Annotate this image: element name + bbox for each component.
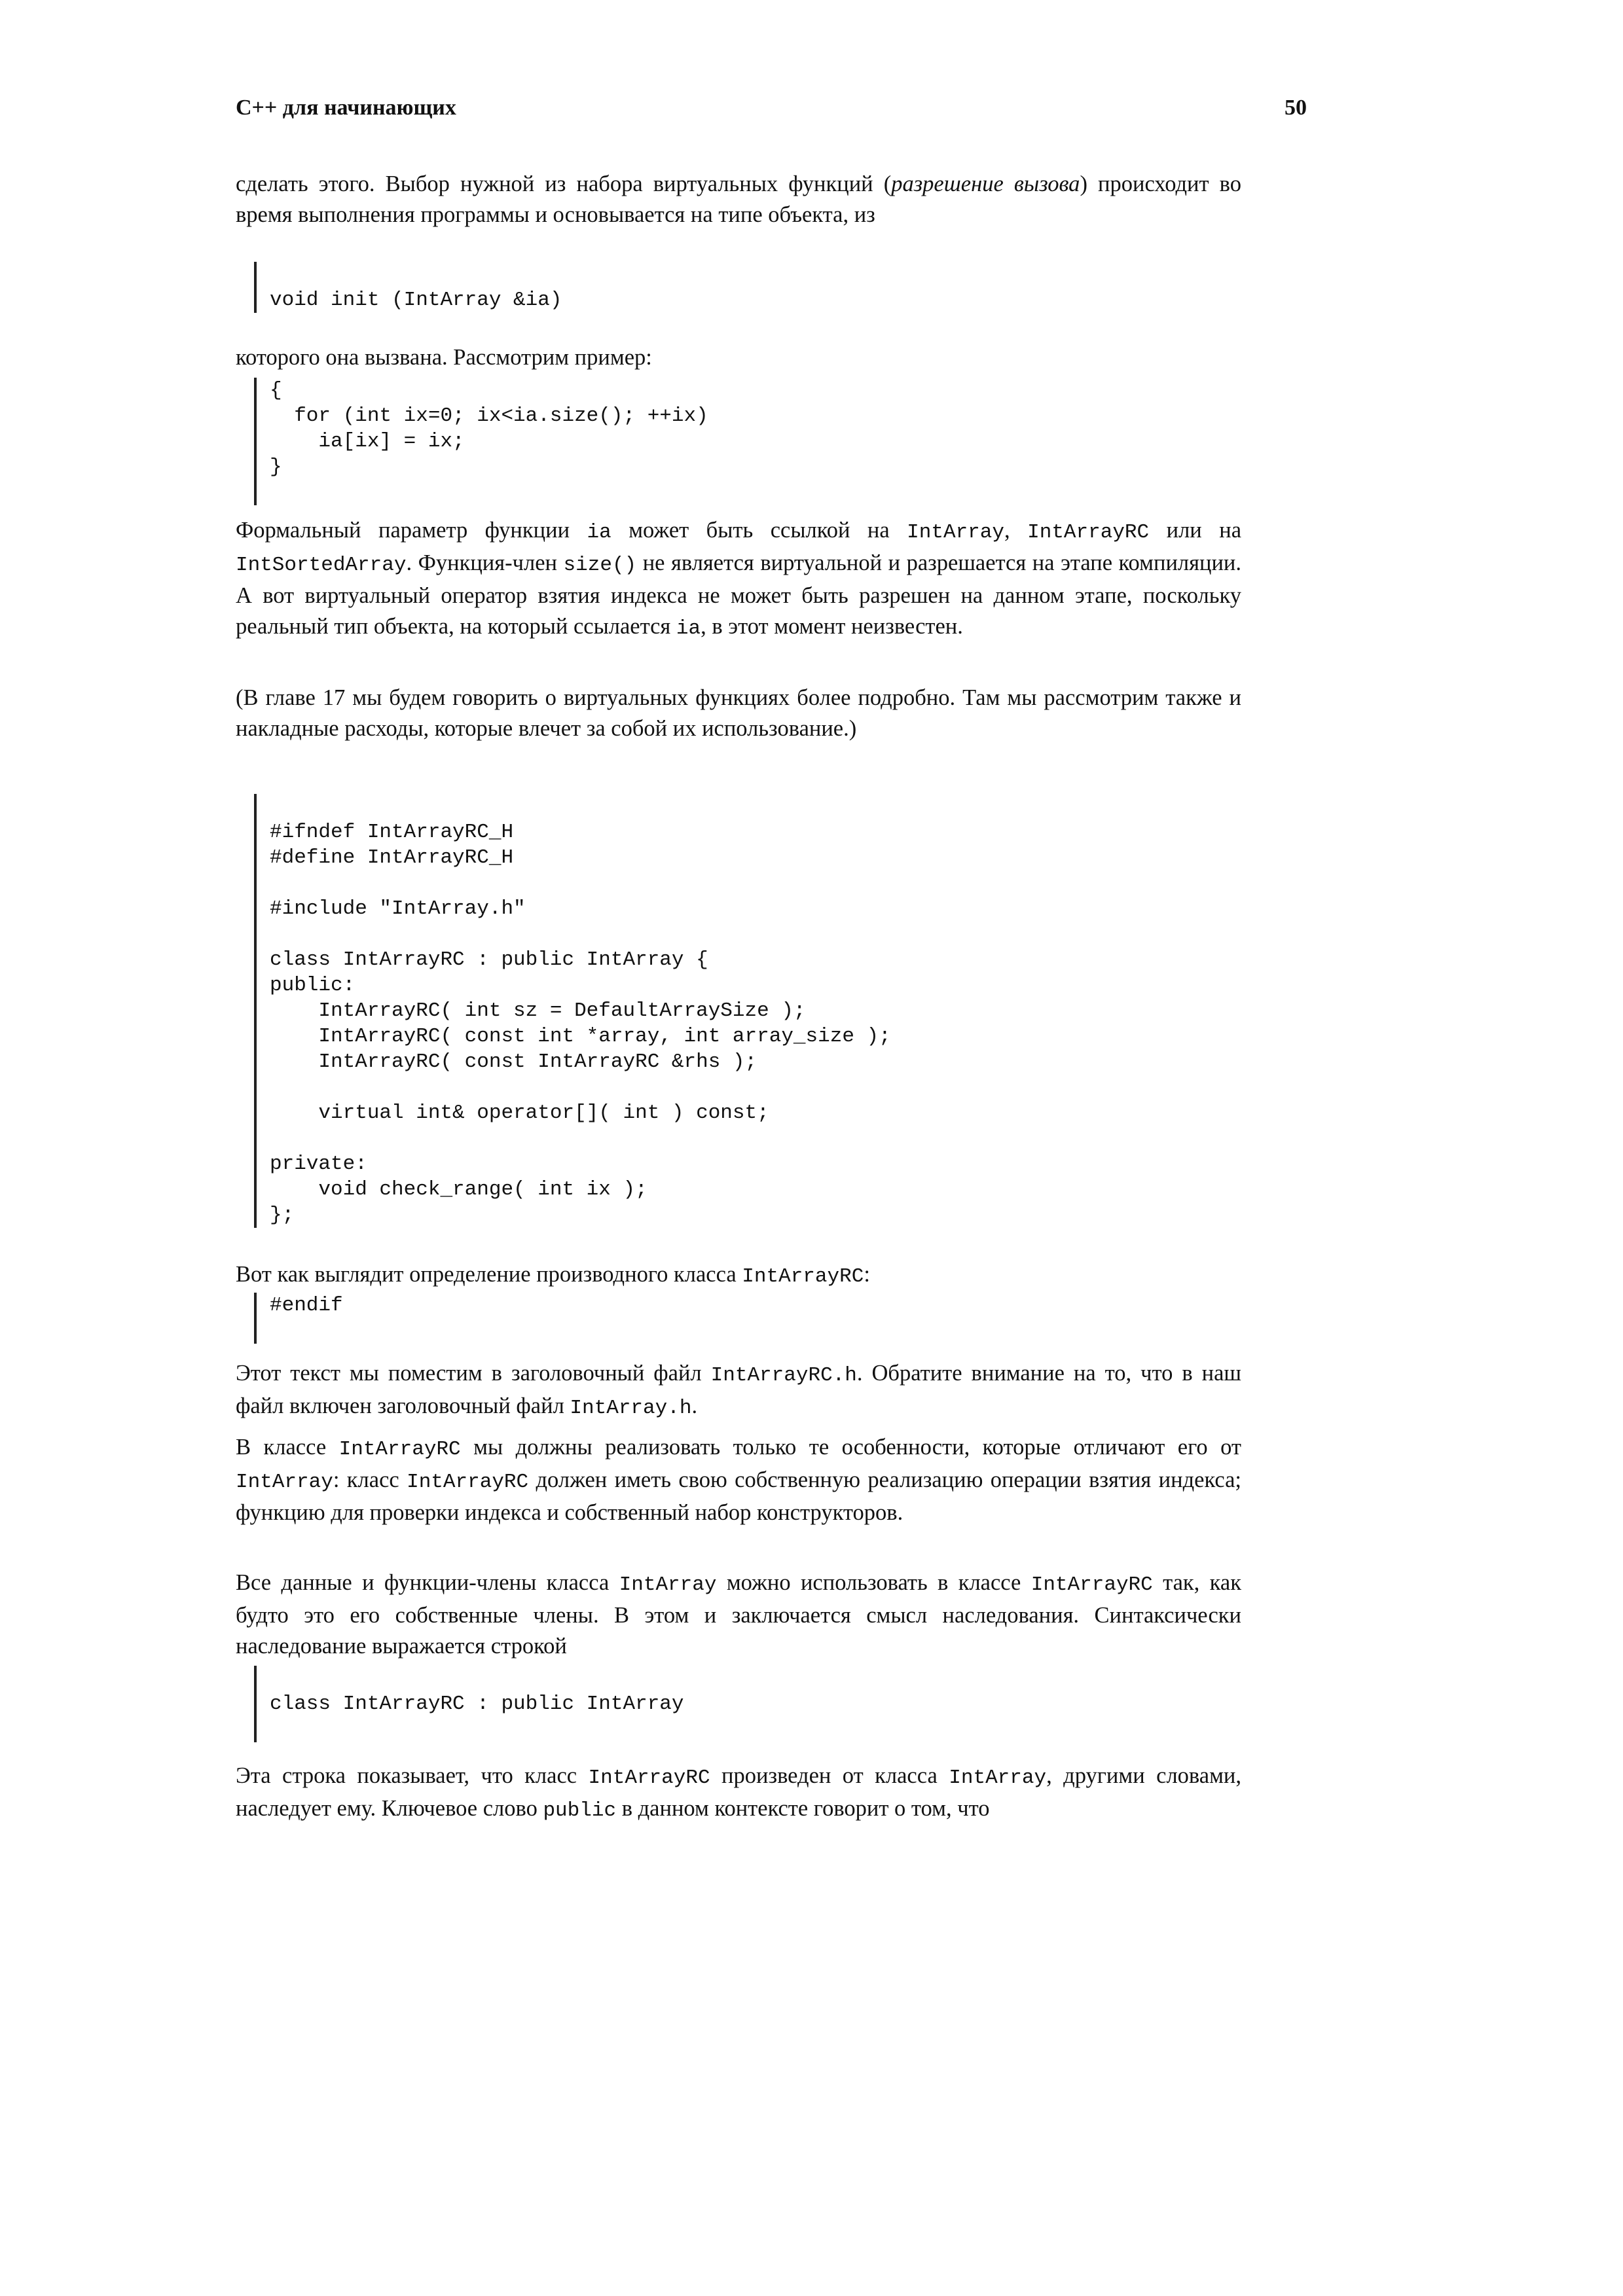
code-block-2	[254, 378, 708, 505]
code-line	[257, 922, 891, 947]
inline-code: IntArrayRC	[742, 1265, 864, 1288]
code-block-5	[254, 1666, 684, 1742]
code-line: private:	[270, 1153, 367, 1175]
inline-code: IntSortedArray	[236, 554, 407, 577]
p1-emphasis: разрешение вызова	[891, 171, 1080, 196]
code-line: #define IntArrayRC_H	[270, 846, 514, 869]
p1-text-b: ) происходит во время выполнения программы и основывается на типе объекта, из	[236, 171, 1241, 227]
inline-code: IntArrayRC	[338, 1438, 461, 1461]
code-line: IntArrayRC( int sz = DefaultArraySize );	[270, 999, 806, 1022]
code-line: for (int ix=0; ix<ia.size(); ++ix)	[270, 404, 708, 427]
inline-code: IntArrayRC	[1027, 521, 1150, 544]
code-line: void init (IntArray &ia)	[270, 289, 562, 312]
paragraph-5: Вот как выглядит определение производного класса IntArrayRC:	[236, 1262, 870, 1288]
running-header	[236, 94, 1307, 122]
code-line	[257, 794, 891, 819]
code-line	[257, 1318, 343, 1344]
code-line: virtual int& operator[]( int ) const;	[270, 1102, 769, 1124]
inline-code: ia	[676, 617, 701, 640]
inline-code: size()	[563, 554, 637, 577]
paragraph-8: Все данные и функции-члены класса IntArray можно использовать в классе IntArrayRC так, как будто это его собственные члены. В этом и заключается смысл наследования. Синтаксически наследование выражается строкой	[236, 1570, 1241, 1659]
paragraph-6: Этот текст мы поместим в заголовочный файл IntArrayRC.h. Обратите внимание на то, что в наш файл включен заголовочный файл IntArray.h.	[236, 1361, 1241, 1420]
paragraph-3: Формальный параметр функции ia может быть ссылкой на IntArray, IntArrayRC или на IntSortedArray. Функция-член size() не является виртуальной и разрешается на этапе компиляции. А вот виртуальный оператор взятия индекса не может быть разрешен на данном этапе, поскольку реальный тип объекта, на который ссылается ia, в этот момент неизвестен.	[236, 518, 1242, 640]
inline-code: IntArray	[236, 1471, 333, 1494]
inline-code: IntArrayRC	[1030, 1573, 1153, 1596]
inline-code: public	[543, 1799, 617, 1822]
paragraph-4: (В главе 17 мы будем говорить о виртуальных функциях более подробно. Там мы рассмотрим также и накладные расходы, которые влечет за собой их использование.)	[236, 685, 1241, 741]
paragraph-9: Эта строка показывает, что класс IntArrayRC произведен от класса IntArray, другими словами, наследует ему. Ключевое слово public в данном контексте говорит о том, что	[236, 1763, 1241, 1822]
code-line	[257, 1666, 684, 1691]
inline-code: IntArray	[907, 521, 1004, 544]
code-line: }	[270, 456, 282, 478]
code-line: };	[270, 1204, 295, 1227]
code-block-3	[254, 794, 891, 1228]
code-line	[257, 1717, 684, 1742]
code-line: class IntArrayRC : public IntArray {	[270, 948, 708, 971]
inline-code: IntArray.h	[570, 1397, 692, 1420]
code-line: public:	[270, 974, 356, 997]
code-line	[257, 1075, 891, 1100]
inline-code: IntArrayRC	[407, 1471, 529, 1494]
page-number: 50	[1285, 96, 1307, 120]
code-line: {	[270, 379, 282, 402]
code-line: void check_range( int ix );	[270, 1178, 647, 1201]
code-line	[257, 262, 562, 287]
code-line	[257, 1126, 891, 1151]
code-block-4	[254, 1293, 343, 1344]
paragraph-7: В классе IntArrayRC мы должны реализовать только те особенности, которые отличают его от IntArray: класс IntArrayRC должен иметь свою собственную реализацию операции взятия индекса; функцию для проверки индекса и собственный набор конструкторов.	[236, 1435, 1241, 1525]
paragraph-2: которого она вызвана. Рассмотрим пример:	[236, 345, 652, 370]
code-line: IntArrayRC( const IntArrayRC &rhs );	[270, 1050, 757, 1073]
code-block-1	[254, 262, 562, 313]
inline-code: IntArrayRC	[588, 1767, 710, 1789]
inline-code: IntArray	[949, 1767, 1047, 1789]
code-line: #include "IntArray.h"	[270, 897, 526, 920]
code-line: IntArrayRC( const int *array, int array_size );	[270, 1025, 891, 1048]
inline-code: IntArrayRC.h	[710, 1364, 857, 1387]
inline-code: ia	[587, 521, 611, 544]
code-line: ia[ix] = ix;	[270, 430, 465, 453]
code-line	[257, 870, 891, 896]
code-line	[257, 480, 708, 505]
p1-text-a: сделать этого. Выбор нужной из набора виртуальных функций (	[236, 171, 892, 196]
book-title: C++ для начинающих	[236, 96, 456, 120]
paragraph-1	[236, 169, 1241, 230]
inline-code: IntArray	[619, 1573, 717, 1596]
code-line: #ifndef IntArrayRC_H	[270, 821, 514, 844]
code-line: class IntArrayRC : public IntArray	[270, 1693, 684, 1715]
code-line: #endif	[270, 1294, 343, 1317]
